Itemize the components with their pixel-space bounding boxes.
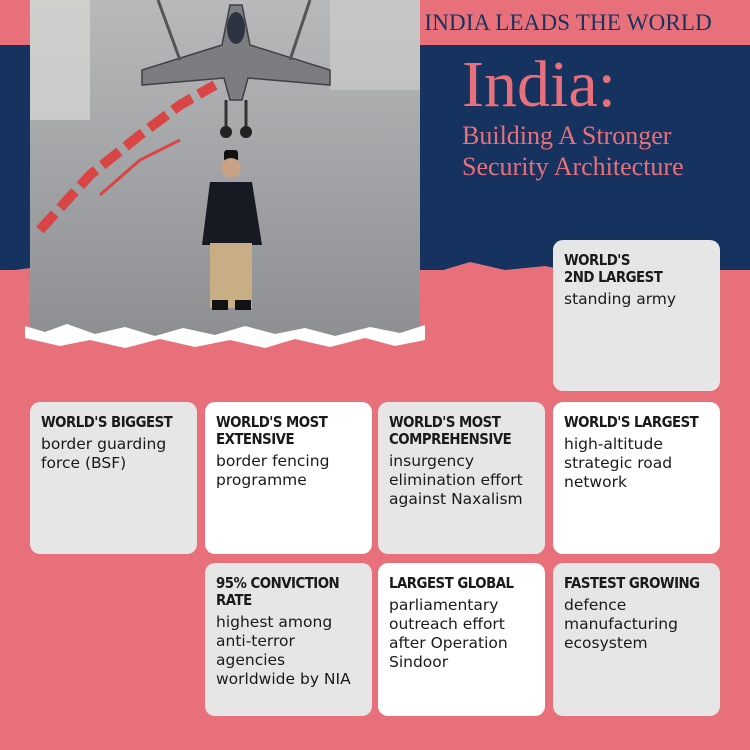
- card-description: (BSF): [84, 454, 127, 472]
- card-description: anti-terror: [216, 632, 295, 650]
- card-description: highest among: [216, 613, 333, 631]
- card-title: EXTENSIVE: [216, 430, 295, 448]
- subtitle-line-2: Security Architecture: [462, 152, 684, 181]
- card-description: network: [564, 473, 627, 491]
- stat-card-bsf: [30, 402, 197, 554]
- card-title: COMPREHENSIVE: [389, 430, 512, 448]
- card-description: Sindoor: [389, 653, 449, 671]
- headline: [462, 50, 742, 182]
- stat-card-border-fencing: [205, 402, 372, 554]
- stat-card-road-network: [553, 402, 720, 554]
- card-description: border: [41, 435, 93, 453]
- card-title: WORLD'S MOST: [216, 413, 328, 431]
- card-description: programme: [216, 471, 307, 489]
- card-description: border fencing: [216, 452, 330, 470]
- card-title: WORLD'S: [564, 251, 630, 269]
- card-description: agencies: [216, 651, 286, 669]
- card-description: insurgency: [389, 452, 475, 470]
- page-title: India:: [462, 48, 616, 121]
- stat-card-nia: [205, 563, 372, 716]
- card-title: 2ND LARGEST: [564, 268, 663, 286]
- card-description: after Operation: [389, 634, 508, 652]
- card-title: WORLD'S BIGGEST: [41, 413, 173, 431]
- card-description: effort: [480, 471, 523, 489]
- card-description: against: [389, 490, 447, 508]
- stat-card-standing-army: [553, 240, 720, 391]
- card-description: defence: [564, 596, 627, 614]
- card-title: WORLD'S LARGEST: [564, 413, 699, 431]
- subtitle-line-1: Building A Stronger: [462, 121, 672, 150]
- card-description: high-altitude: [564, 435, 663, 453]
- stat-card-naxalism: [378, 402, 545, 554]
- stat-card-operation-sindoor: [378, 563, 545, 716]
- photo-torn-bottom: [25, 318, 425, 350]
- card-description: manufacturing: [564, 615, 678, 633]
- card-description: guarding force: [41, 435, 167, 472]
- card-description: by NIA: [299, 670, 351, 688]
- card-description: Naxalism: [451, 490, 523, 508]
- card-description: worldwide: [216, 670, 296, 688]
- stat-card-defence-manufacturing: [553, 563, 720, 716]
- card-title: LARGEST GLOBAL: [389, 574, 514, 592]
- card-title: 95% CONVICTION: [216, 574, 340, 592]
- card-description: standing army: [564, 290, 677, 308]
- hero-photo: [30, 0, 420, 335]
- card-description: strategic road: [564, 454, 673, 472]
- card-description: ecosystem: [564, 634, 648, 652]
- kicker-heading: INDIA LEADS THE WORLD: [424, 10, 712, 35]
- card-description: outreach effort: [389, 615, 505, 633]
- card-title: FASTEST GROWING: [564, 574, 700, 592]
- card-title: RATE: [216, 591, 252, 609]
- card-description: parliamentary: [389, 596, 499, 614]
- card-description: elimination: [389, 471, 476, 489]
- card-title: WORLD'S MOST: [389, 413, 501, 431]
